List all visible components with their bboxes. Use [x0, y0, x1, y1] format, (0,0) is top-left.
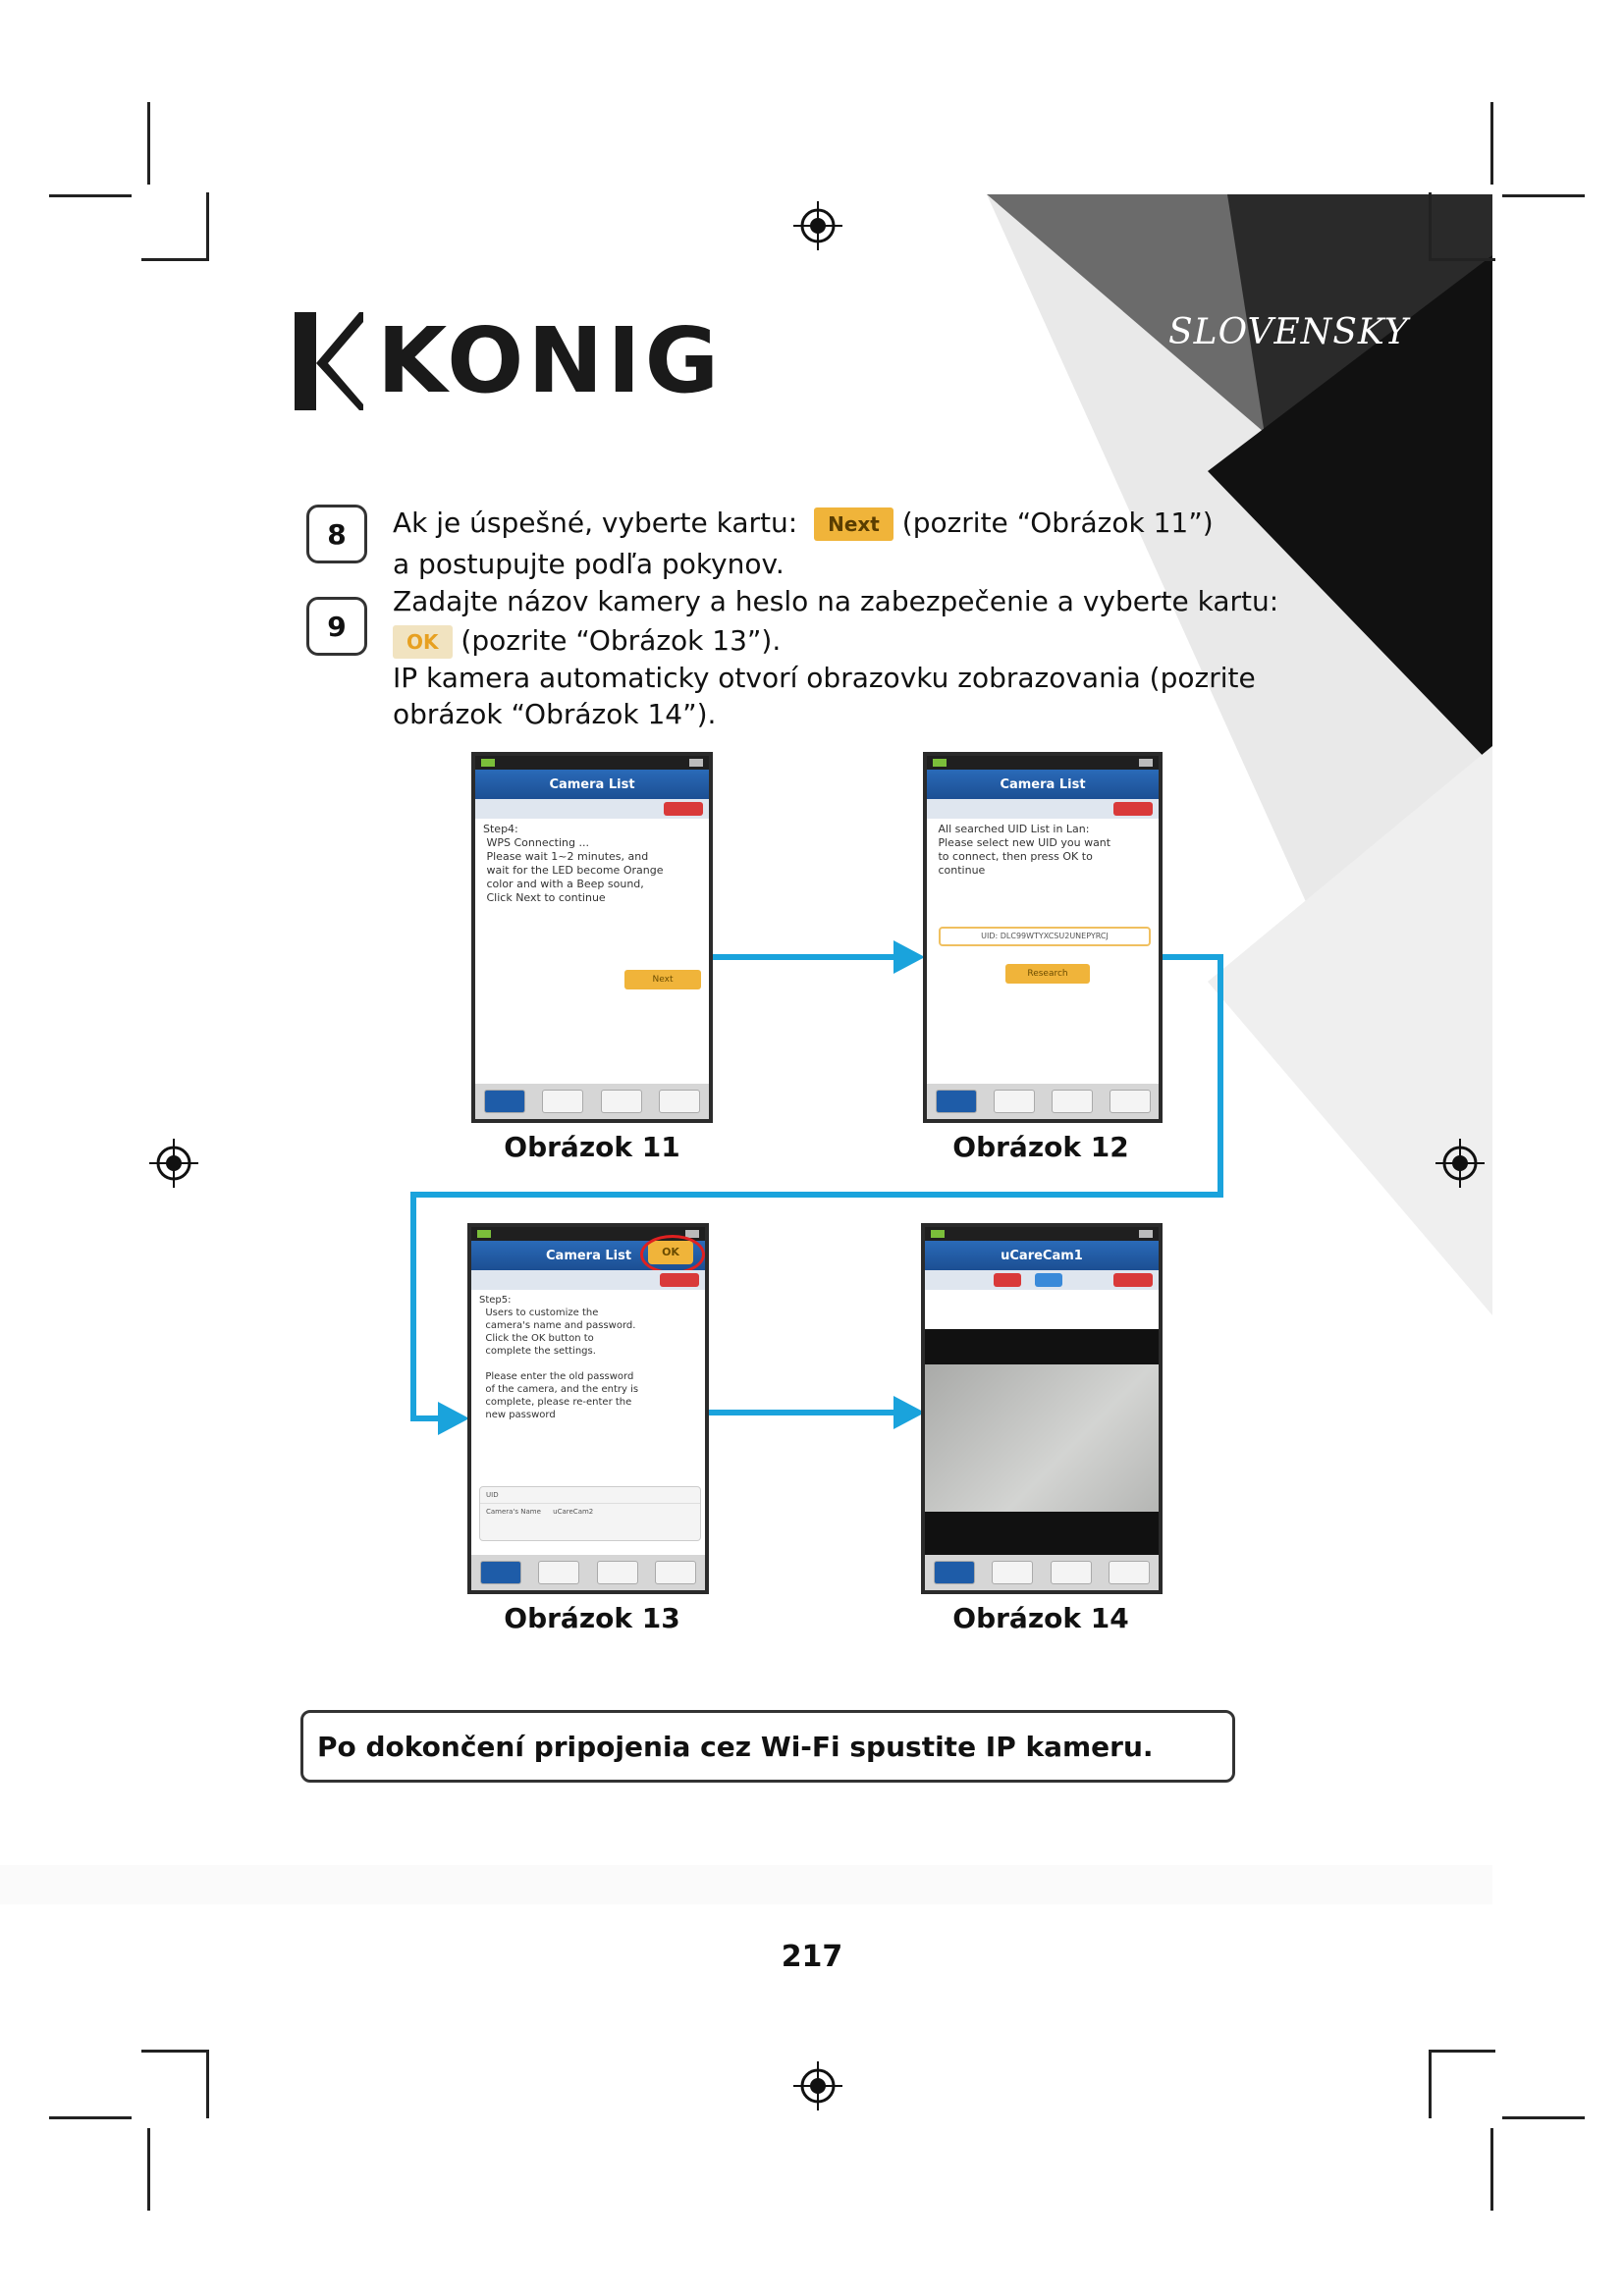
research-button: Research [1005, 964, 1090, 984]
next-button: Next [624, 970, 701, 989]
registration-mark-icon [793, 2061, 842, 2110]
sub-toolbar [925, 1270, 1159, 1290]
back-button [660, 1273, 699, 1287]
figure-caption: Obrázok 13 [504, 1602, 680, 1634]
crop-mark [206, 2050, 209, 2118]
registration-mark-icon [149, 1139, 198, 1188]
tab-bar [475, 1084, 709, 1119]
screen-text: Step4: WPS Connecting ... Please wait 1~2 minutes, and wait for the LED become Orange color and with a Beep sound, Click Next to continue [483, 823, 664, 904]
flow-connector [1163, 954, 1223, 960]
registration-mark-icon [1435, 1139, 1485, 1188]
figure-caption: Obrázok 12 [952, 1131, 1129, 1163]
step-8-line-2: a postupujte podľa pokynov. [393, 548, 785, 580]
phone-screenshot-12 [923, 752, 1163, 1123]
crop-mark [1429, 192, 1432, 261]
step-number: 8 [306, 505, 367, 563]
next-chip: Next [814, 507, 893, 541]
step-8-line-1 [393, 505, 1214, 541]
settings-form [479, 1486, 701, 1541]
flow-connector [709, 1410, 897, 1415]
tab-bar [471, 1555, 705, 1590]
status-bar [927, 756, 1159, 770]
crop-mark [1429, 258, 1495, 261]
video-black-top [925, 1329, 1159, 1364]
step-number: 9 [306, 597, 367, 656]
app-title: Camera List [475, 770, 709, 799]
step-text: (pozrite “Obrázok 13”). [460, 624, 782, 657]
camera-name-row [480, 1504, 700, 1520]
crop-mark [49, 194, 132, 197]
ok-button: OK [648, 1241, 693, 1264]
crop-mark [1490, 2128, 1493, 2211]
konig-k-icon [295, 312, 363, 410]
phone-screenshot-11 [471, 752, 713, 1123]
screen-text: All searched UID List in Lan: Please select new UID you want to connect, then press OK to continue [938, 823, 1111, 877]
figure-caption: Obrázok 11 [504, 1131, 680, 1163]
flow-connector [410, 1192, 1223, 1198]
page-number: 217 [781, 1940, 843, 1974]
step-9-line-2 [393, 622, 781, 659]
ok-chip: OK [393, 625, 453, 659]
crop-mark [1502, 194, 1585, 197]
back-button [1113, 1273, 1153, 1287]
phone-screenshot-14 [921, 1223, 1163, 1594]
crop-mark [1429, 2050, 1495, 2053]
info-strip [925, 1290, 1159, 1329]
phone-screenshot-13 [467, 1223, 709, 1594]
crop-mark [206, 192, 209, 261]
crop-mark [1502, 2116, 1585, 2119]
video-black-bottom [925, 1512, 1159, 1555]
status-bar [475, 756, 709, 770]
note-box: Po dokončení pripojenia cez Wi-Fi spustite IP kameru. [300, 1710, 1235, 1783]
registration-mark-icon [793, 201, 842, 250]
step-9-line-1: Zadajte názov kamery a heslo na zabezpečenie a vyberte kartu: [393, 585, 1279, 617]
app-title: uCareCam1 [925, 1241, 1159, 1270]
uid-field: UID: DLC99WTYXCSU2UNEPYRCJ [939, 927, 1151, 946]
arrow-head-icon [438, 1402, 469, 1435]
tab-bar [927, 1084, 1159, 1119]
brand-logo [295, 308, 724, 413]
video-feed [925, 1364, 1159, 1512]
camera-name-value: uCareCam2 [553, 1508, 594, 1516]
back-button [1113, 802, 1153, 816]
flow-connector [713, 954, 897, 960]
back-button [664, 802, 703, 816]
arrow-head-icon [893, 940, 925, 974]
app-title: Camera List [927, 770, 1159, 799]
ok-highlight-circle [640, 1235, 705, 1274]
step-9-line-3: IP kamera automaticky otvorí obrazovku zobrazovania (pozrite [393, 662, 1256, 694]
crop-mark [141, 2050, 208, 2053]
sub-toolbar [475, 799, 709, 819]
step-text: (pozrite “Obrázok 11”) [901, 507, 1214, 539]
crop-mark [147, 102, 150, 185]
uid-field-label: UID [480, 1487, 700, 1504]
flow-connector [1218, 954, 1223, 1198]
camera-name-label: Camera's Name [486, 1508, 541, 1516]
tab-bar [925, 1555, 1159, 1590]
control-button [994, 1273, 1021, 1287]
language-label: SLOVENSKY [1168, 312, 1409, 352]
flow-connector [410, 1192, 416, 1421]
crop-mark [1490, 102, 1493, 185]
crop-mark [147, 2128, 150, 2211]
status-bar [925, 1227, 1159, 1241]
sub-toolbar [471, 1270, 705, 1290]
control-button [1035, 1273, 1062, 1287]
screen-text: Step5: Users to customize the camera's name and password. Click the OK button to complete the settings. Please enter the old password of the camera, and the entry is complete, please re-enter the new password [479, 1295, 639, 1420]
app-title-text: Camera List [546, 1248, 632, 1263]
crop-mark [1429, 2050, 1432, 2118]
figure-caption: Obrázok 14 [952, 1602, 1129, 1634]
crop-mark [49, 2116, 132, 2119]
step-text: Ak je úspešné, vyberte kartu: [393, 507, 798, 539]
step-9-line-4: obrázok “Obrázok 14”). [393, 698, 717, 730]
sub-toolbar [927, 799, 1159, 819]
brand-name: KONIG [377, 308, 724, 413]
crop-mark [141, 258, 208, 261]
